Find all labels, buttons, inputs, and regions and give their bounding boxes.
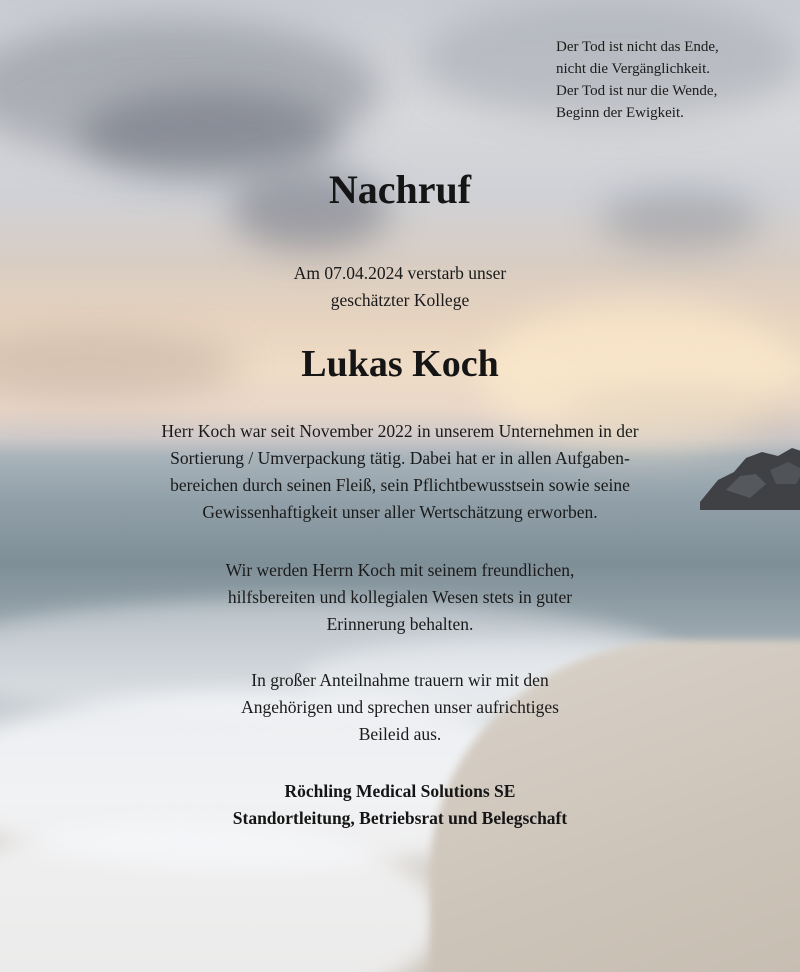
paragraph-line: Sortierung / Umverpackung tätig. Dabei hat er in allen Aufgaben- — [170, 448, 630, 468]
paragraph-line: Beileid aus. — [358, 724, 442, 744]
signature-group: Standortleitung, Betriebsrat und Belegschaft — [232, 808, 568, 828]
intro-line: Am 07.04.2024 verstarb unser — [293, 263, 507, 283]
quote-line: Der Tod ist nicht das Ende, — [556, 39, 719, 55]
paragraph-line: Angehörigen und sprechen unser aufrichtiges — [241, 697, 559, 717]
paragraph-line: Wir werden Herrn Koch mit seinem freundlichen, — [225, 560, 575, 580]
paragraph-line: bereichen durch seinen Fleiß, sein Pflichtbewusstsein sowie seine — [170, 475, 630, 495]
paragraph-line: hilfsbereiten und kollegialen Wesen stets in guter — [227, 587, 573, 607]
paragraph-condolence — [0, 667, 800, 748]
page-title: Nachruf — [328, 167, 472, 212]
paragraph-line: In großer Anteilnahme trauern wir mit den — [251, 670, 549, 690]
deceased-name: Lukas Koch — [301, 343, 499, 385]
intro-line: geschätzter Kollege — [330, 290, 470, 310]
paragraph-line: Herr Koch war seit November 2022 in unserem Unternehmen in der — [161, 421, 639, 441]
signature-block — [0, 778, 800, 832]
paragraph-line: Erinnerung behalten. — [326, 614, 474, 634]
quote-line: nicht die Vergänglichkeit. — [556, 61, 710, 77]
signature-company: Röchling Medical Solutions SE — [284, 781, 516, 801]
quote-line: Beginn der Ewigkeit. — [556, 105, 684, 121]
poem-quote — [556, 36, 786, 124]
paragraph-remembrance — [0, 557, 800, 638]
quote-line: Der Tod ist nur die Wende, — [556, 83, 718, 99]
paragraph-line: Gewissenhaftigkeit unser aller Wertschätzung erworben. — [202, 502, 598, 522]
paragraph-career — [0, 418, 800, 526]
intro-text — [0, 260, 800, 314]
